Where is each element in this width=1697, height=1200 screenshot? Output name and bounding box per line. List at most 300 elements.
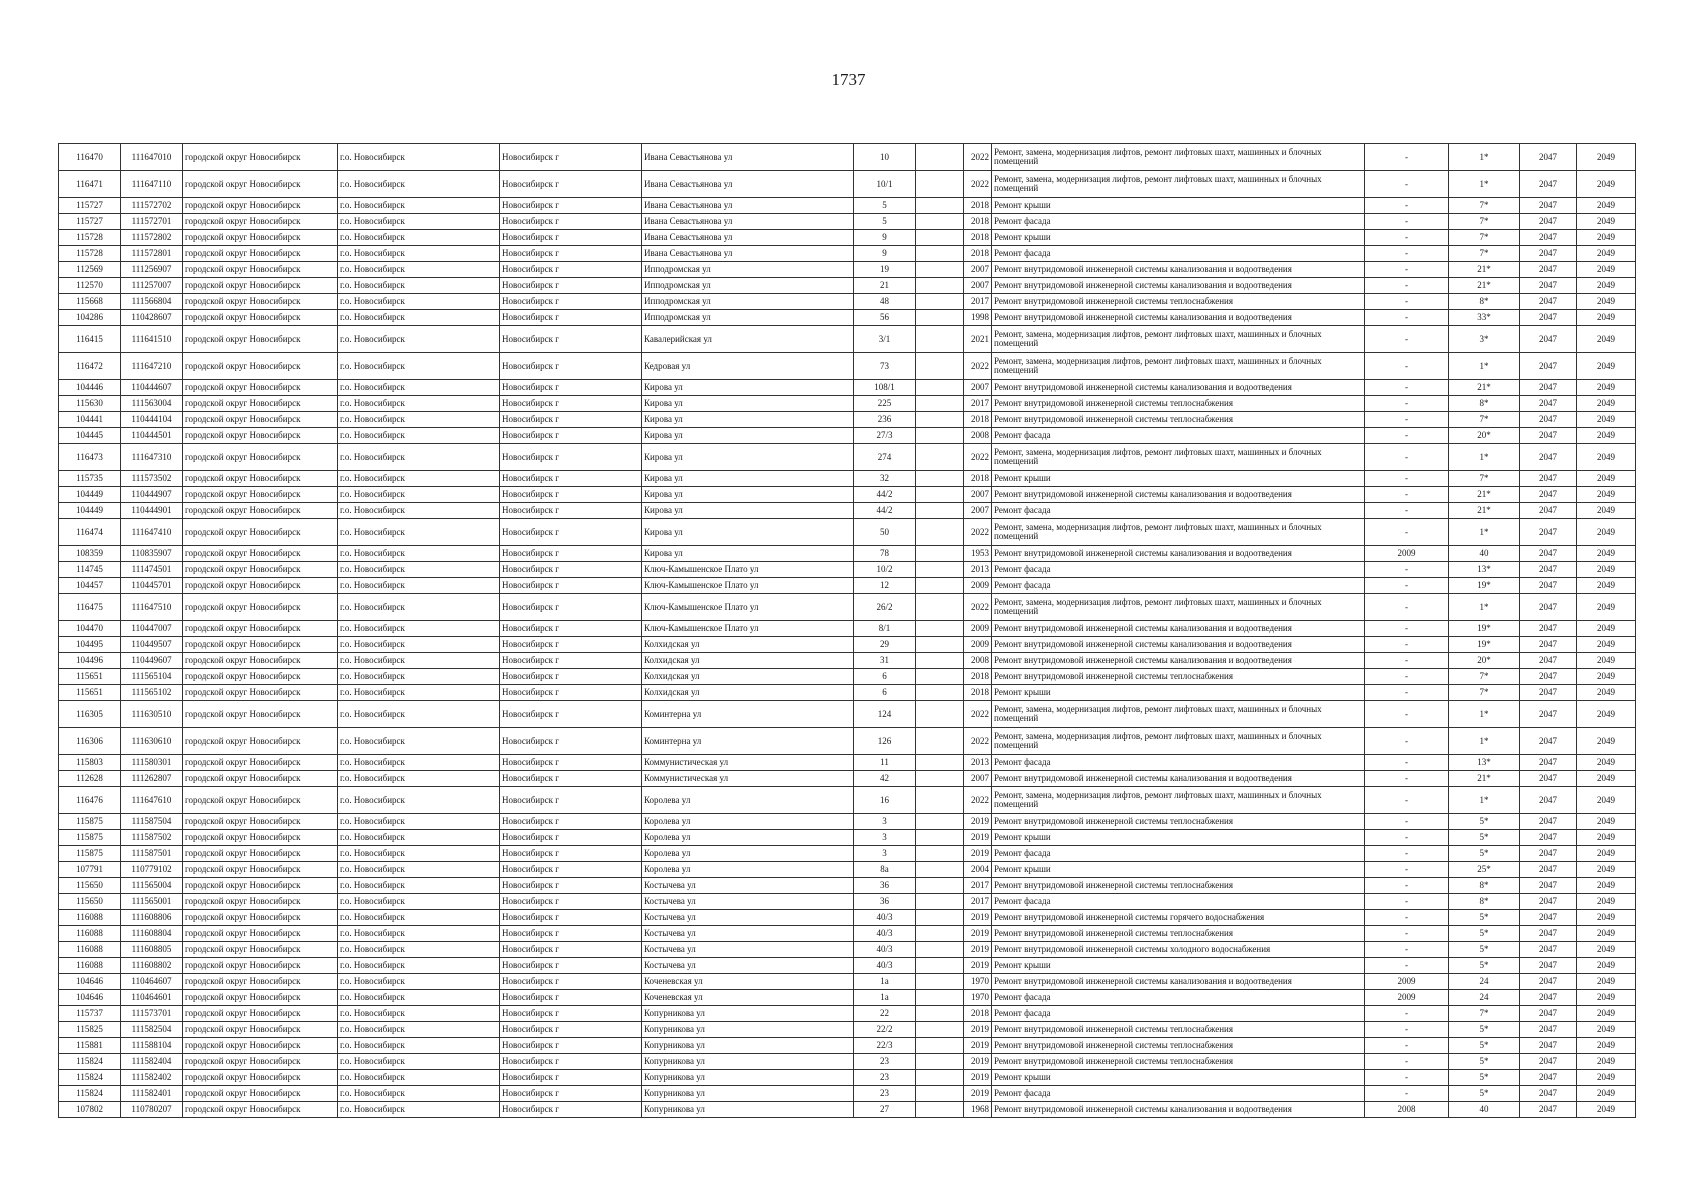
table-row	[59, 310, 1636, 326]
settlement-cell: Новосибирск г	[500, 1038, 642, 1054]
street-cell: Ивана Севастьянова ул	[642, 214, 854, 230]
plan-start-year-cell: 2047	[1520, 412, 1577, 428]
year-cell: 2018	[964, 1006, 992, 1022]
last-repair-year-cell: -	[1365, 942, 1449, 958]
plan-end-year-cell: 2049	[1577, 471, 1636, 487]
object-code-cell: 111573701	[121, 1006, 183, 1022]
last-repair-year-cell: -	[1365, 685, 1449, 701]
street-cell: Кирова ул	[642, 546, 854, 562]
year-cell: 2009	[964, 637, 992, 653]
year-cell: 2017	[964, 294, 992, 310]
municipal-district-cell: городской округ Новосибирск	[183, 562, 338, 578]
table-row	[59, 755, 1636, 771]
work-type-cell: Ремонт внутридомовой инженерной системы канализования и водоотведения	[992, 310, 1365, 326]
settlement-cell: Новосибирск г	[500, 546, 642, 562]
object-code-cell: 111647410	[121, 519, 183, 546]
plan-end-year-cell: 2049	[1577, 728, 1636, 755]
municipality-cell: г.о. Новосибирск	[338, 701, 500, 728]
work-type-cell: Ремонт внутридомовой инженерной системы теплоснабжения	[992, 926, 1365, 942]
blank-cell	[916, 326, 964, 353]
year-cell: 2007	[964, 380, 992, 396]
year-cell: 2018	[964, 669, 992, 685]
municipality-cell: г.о. Новосибирск	[338, 894, 500, 910]
last-repair-year-cell: -	[1365, 958, 1449, 974]
street-cell: Коминтерна ул	[642, 728, 854, 755]
settlement-cell: Новосибирск г	[500, 728, 642, 755]
last-repair-year-cell: -	[1365, 728, 1449, 755]
object-code-cell: 111582402	[121, 1070, 183, 1086]
municipality-cell: г.о. Новосибирск	[338, 246, 500, 262]
blank-cell	[916, 1070, 964, 1086]
table-row	[59, 144, 1636, 171]
year-cell: 2007	[964, 487, 992, 503]
plan-end-year-cell: 2049	[1577, 862, 1636, 878]
table-row	[59, 171, 1636, 198]
municipality-cell: г.о. Новосибирск	[338, 396, 500, 412]
object-code-cell: 110444607	[121, 380, 183, 396]
settlement-cell: Новосибирск г	[500, 653, 642, 669]
last-repair-year-cell: -	[1365, 701, 1449, 728]
house-id-cell: 115824	[59, 1070, 121, 1086]
table-row	[59, 444, 1636, 471]
object-code-cell: 111587501	[121, 846, 183, 862]
municipal-district-cell: городской округ Новосибирск	[183, 942, 338, 958]
interval-cell: 1*	[1449, 144, 1520, 171]
table-row	[59, 830, 1636, 846]
table-row	[59, 728, 1636, 755]
blank-cell	[916, 653, 964, 669]
settlement-cell: Новосибирск г	[500, 910, 642, 926]
table-row	[59, 230, 1636, 246]
plan-start-year-cell: 2047	[1520, 230, 1577, 246]
interval-cell: 7*	[1449, 230, 1520, 246]
municipality-cell: г.о. Новосибирск	[338, 444, 500, 471]
work-type-cell: Ремонт фасада	[992, 428, 1365, 444]
last-repair-year-cell: -	[1365, 471, 1449, 487]
street-cell: Ивана Севастьянова ул	[642, 246, 854, 262]
year-cell: 2007	[964, 278, 992, 294]
work-type-cell: Ремонт внутридомовой инженерной системы теплоснабжения	[992, 1054, 1365, 1070]
table-row	[59, 353, 1636, 380]
settlement-cell: Новосибирск г	[500, 1022, 642, 1038]
house-id-cell: 115803	[59, 755, 121, 771]
year-cell: 2022	[964, 594, 992, 621]
blank-cell	[916, 578, 964, 594]
repair-registry-table	[58, 143, 1636, 1118]
municipal-district-cell: городской округ Новосибирск	[183, 1086, 338, 1102]
house-number-cell: 8/1	[854, 621, 916, 637]
year-cell: 2007	[964, 262, 992, 278]
settlement-cell: Новосибирск г	[500, 214, 642, 230]
municipal-district-cell: городской округ Новосибирск	[183, 144, 338, 171]
house-number-cell: 3	[854, 830, 916, 846]
work-type-cell: Ремонт крыши	[992, 471, 1365, 487]
house-id-cell: 104449	[59, 503, 121, 519]
blank-cell	[916, 701, 964, 728]
blank-cell	[916, 846, 964, 862]
object-code-cell: 110447007	[121, 621, 183, 637]
street-cell: Копурникова ул	[642, 1038, 854, 1054]
plan-end-year-cell: 2049	[1577, 958, 1636, 974]
blank-cell	[916, 246, 964, 262]
blank-cell	[916, 942, 964, 958]
house-id-cell: 115650	[59, 878, 121, 894]
year-cell: 2022	[964, 144, 992, 171]
municipal-district-cell: городской округ Новосибирск	[183, 621, 338, 637]
plan-end-year-cell: 2049	[1577, 444, 1636, 471]
work-type-cell: Ремонт внутридомовой инженерной системы канализования и водоотведения	[992, 380, 1365, 396]
object-code-cell: 111608806	[121, 910, 183, 926]
work-type-cell: Ремонт, замена, модернизация лифтов, ремонт лифтовых шахт, машинных и блочных помещений	[992, 594, 1365, 621]
object-code-cell: 111582504	[121, 1022, 183, 1038]
settlement-cell: Новосибирск г	[500, 894, 642, 910]
house-id-cell: 116306	[59, 728, 121, 755]
object-code-cell: 111256907	[121, 262, 183, 278]
house-number-cell: 27/3	[854, 428, 916, 444]
interval-cell: 5*	[1449, 1086, 1520, 1102]
plan-start-year-cell: 2047	[1520, 974, 1577, 990]
municipality-cell: г.о. Новосибирск	[338, 1022, 500, 1038]
municipal-district-cell: городской округ Новосибирск	[183, 594, 338, 621]
blank-cell	[916, 771, 964, 787]
blank-cell	[916, 755, 964, 771]
house-number-cell: 124	[854, 701, 916, 728]
plan-end-year-cell: 2049	[1577, 144, 1636, 171]
street-cell: Кирова ул	[642, 503, 854, 519]
table-row	[59, 578, 1636, 594]
municipality-cell: г.о. Новосибирск	[338, 503, 500, 519]
municipality-cell: г.о. Новосибирск	[338, 878, 500, 894]
object-code-cell: 111572701	[121, 214, 183, 230]
plan-start-year-cell: 2047	[1520, 728, 1577, 755]
municipality-cell: г.о. Новосибирск	[338, 814, 500, 830]
work-type-cell: Ремонт фасада	[992, 246, 1365, 262]
object-code-cell: 111647310	[121, 444, 183, 471]
house-id-cell: 114745	[59, 562, 121, 578]
blank-cell	[916, 1086, 964, 1102]
plan-end-year-cell: 2049	[1577, 1086, 1636, 1102]
table-row	[59, 1102, 1636, 1118]
blank-cell	[916, 294, 964, 310]
house-id-cell: 104441	[59, 412, 121, 428]
year-cell: 2019	[964, 830, 992, 846]
plan-end-year-cell: 2049	[1577, 894, 1636, 910]
last-repair-year-cell: -	[1365, 653, 1449, 669]
object-code-cell: 111572702	[121, 198, 183, 214]
table-row	[59, 701, 1636, 728]
settlement-cell: Новосибирск г	[500, 862, 642, 878]
municipal-district-cell: городской округ Новосибирск	[183, 846, 338, 862]
year-cell: 1968	[964, 1102, 992, 1118]
plan-start-year-cell: 2047	[1520, 910, 1577, 926]
municipal-district-cell: городской округ Новосибирск	[183, 230, 338, 246]
house-number-cell: 26/2	[854, 594, 916, 621]
settlement-cell: Новосибирск г	[500, 669, 642, 685]
last-repair-year-cell: 2009	[1365, 990, 1449, 1006]
object-code-cell: 111647210	[121, 353, 183, 380]
settlement-cell: Новосибирск г	[500, 412, 642, 428]
interval-cell: 13*	[1449, 562, 1520, 578]
plan-start-year-cell: 2047	[1520, 428, 1577, 444]
municipality-cell: г.о. Новосибирск	[338, 353, 500, 380]
house-number-cell: 22/3	[854, 1038, 916, 1054]
house-id-cell: 115875	[59, 814, 121, 830]
plan-start-year-cell: 2047	[1520, 1006, 1577, 1022]
year-cell: 2008	[964, 428, 992, 444]
house-number-cell: 23	[854, 1070, 916, 1086]
municipality-cell: г.о. Новосибирск	[338, 471, 500, 487]
plan-start-year-cell: 2047	[1520, 701, 1577, 728]
house-id-cell: 115875	[59, 846, 121, 862]
street-cell: Ивана Севастьянова ул	[642, 198, 854, 214]
last-repair-year-cell: -	[1365, 294, 1449, 310]
table-row	[59, 846, 1636, 862]
year-cell: 2008	[964, 653, 992, 669]
plan-start-year-cell: 2047	[1520, 1070, 1577, 1086]
plan-end-year-cell: 2049	[1577, 621, 1636, 637]
street-cell: Коминтерна ул	[642, 701, 854, 728]
municipal-district-cell: городской округ Новосибирск	[183, 278, 338, 294]
municipality-cell: г.о. Новосибирск	[338, 755, 500, 771]
municipality-cell: г.о. Новосибирск	[338, 787, 500, 814]
last-repair-year-cell: -	[1365, 230, 1449, 246]
municipal-district-cell: городской округ Новосибирск	[183, 294, 338, 310]
house-id-cell: 104470	[59, 621, 121, 637]
plan-end-year-cell: 2049	[1577, 230, 1636, 246]
year-cell: 2009	[964, 578, 992, 594]
plan-end-year-cell: 2049	[1577, 353, 1636, 380]
municipal-district-cell: городской округ Новосибирск	[183, 546, 338, 562]
house-number-cell: 11	[854, 755, 916, 771]
year-cell: 2019	[964, 926, 992, 942]
table-row	[59, 1006, 1636, 1022]
blank-cell	[916, 412, 964, 428]
interval-cell: 19*	[1449, 637, 1520, 653]
house-id-cell: 115728	[59, 230, 121, 246]
plan-end-year-cell: 2049	[1577, 326, 1636, 353]
table-row	[59, 198, 1636, 214]
work-type-cell: Ремонт крыши	[992, 230, 1365, 246]
house-id-cell: 115881	[59, 1038, 121, 1054]
plan-end-year-cell: 2049	[1577, 701, 1636, 728]
street-cell: Кирова ул	[642, 519, 854, 546]
last-repair-year-cell: -	[1365, 621, 1449, 637]
interval-cell: 3*	[1449, 326, 1520, 353]
house-number-cell: 27	[854, 1102, 916, 1118]
plan-start-year-cell: 2047	[1520, 637, 1577, 653]
plan-end-year-cell: 2049	[1577, 428, 1636, 444]
object-code-cell: 110779102	[121, 862, 183, 878]
municipal-district-cell: городской округ Новосибирск	[183, 471, 338, 487]
street-cell: Костычева ул	[642, 910, 854, 926]
plan-end-year-cell: 2049	[1577, 1070, 1636, 1086]
house-number-cell: 108/1	[854, 380, 916, 396]
interval-cell: 19*	[1449, 621, 1520, 637]
plan-end-year-cell: 2049	[1577, 942, 1636, 958]
house-number-cell: 40/3	[854, 942, 916, 958]
municipality-cell: г.о. Новосибирск	[338, 728, 500, 755]
work-type-cell: Ремонт крыши	[992, 198, 1365, 214]
blank-cell	[916, 787, 964, 814]
street-cell: Кавалерийская ул	[642, 326, 854, 353]
house-id-cell: 104495	[59, 637, 121, 653]
work-type-cell: Ремонт внутридомовой инженерной системы теплоснабжения	[992, 1022, 1365, 1038]
plan-end-year-cell: 2049	[1577, 878, 1636, 894]
interval-cell: 1*	[1449, 519, 1520, 546]
interval-cell: 8*	[1449, 396, 1520, 412]
house-id-cell: 115735	[59, 471, 121, 487]
last-repair-year-cell: -	[1365, 1086, 1449, 1102]
work-type-cell: Ремонт фасада	[992, 1086, 1365, 1102]
interval-cell: 24	[1449, 974, 1520, 990]
plan-end-year-cell: 2049	[1577, 755, 1636, 771]
interval-cell: 1*	[1449, 444, 1520, 471]
settlement-cell: Новосибирск г	[500, 396, 642, 412]
plan-end-year-cell: 2049	[1577, 910, 1636, 926]
house-id-cell: 115728	[59, 246, 121, 262]
blank-cell	[916, 1054, 964, 1070]
settlement-cell: Новосибирск г	[500, 846, 642, 862]
year-cell: 2018	[964, 246, 992, 262]
blank-cell	[916, 353, 964, 380]
municipality-cell: г.о. Новосибирск	[338, 171, 500, 198]
table-row	[59, 1086, 1636, 1102]
blank-cell	[916, 728, 964, 755]
work-type-cell: Ремонт, замена, модернизация лифтов, ремонт лифтовых шахт, машинных и блочных помещений	[992, 701, 1365, 728]
settlement-cell: Новосибирск г	[500, 380, 642, 396]
last-repair-year-cell: -	[1365, 1038, 1449, 1054]
municipal-district-cell: городской округ Новосибирск	[183, 878, 338, 894]
work-type-cell: Ремонт, замена, модернизация лифтов, ремонт лифтовых шахт, машинных и блочных помещений	[992, 787, 1365, 814]
municipal-district-cell: городской округ Новосибирск	[183, 958, 338, 974]
house-number-cell: 22/2	[854, 1022, 916, 1038]
house-id-cell: 104646	[59, 974, 121, 990]
house-number-cell: 19	[854, 262, 916, 278]
settlement-cell: Новосибирск г	[500, 685, 642, 701]
last-repair-year-cell: -	[1365, 846, 1449, 862]
plan-start-year-cell: 2047	[1520, 214, 1577, 230]
municipal-district-cell: городской округ Новосибирск	[183, 1022, 338, 1038]
house-id-cell: 116476	[59, 787, 121, 814]
street-cell: Кирова ул	[642, 396, 854, 412]
work-type-cell: Ремонт, замена, модернизация лифтов, ремонт лифтовых шахт, машинных и блочных помещений	[992, 444, 1365, 471]
work-type-cell: Ремонт внутридомовой инженерной системы канализования и водоотведения	[992, 621, 1365, 637]
plan-end-year-cell: 2049	[1577, 310, 1636, 326]
table-row	[59, 894, 1636, 910]
blank-cell	[916, 171, 964, 198]
last-repair-year-cell: -	[1365, 787, 1449, 814]
municipality-cell: г.о. Новосибирск	[338, 1102, 500, 1118]
year-cell: 2021	[964, 326, 992, 353]
plan-start-year-cell: 2047	[1520, 519, 1577, 546]
street-cell: Кирова ул	[642, 380, 854, 396]
municipality-cell: г.о. Новосибирск	[338, 144, 500, 171]
settlement-cell: Новосибирск г	[500, 621, 642, 637]
work-type-cell: Ремонт, замена, модернизация лифтов, ремонт лифтовых шахт, машинных и блочных помещений	[992, 171, 1365, 198]
street-cell: Кирова ул	[642, 487, 854, 503]
year-cell: 2018	[964, 214, 992, 230]
work-type-cell: Ремонт, замена, модернизация лифтов, ремонт лифтовых шахт, машинных и блочных помещений	[992, 519, 1365, 546]
work-type-cell: Ремонт внутридомовой инженерной системы канализования и водоотведения	[992, 262, 1365, 278]
municipality-cell: г.о. Новосибирск	[338, 294, 500, 310]
street-cell: Ключ-Камышенское Плато ул	[642, 621, 854, 637]
settlement-cell: Новосибирск г	[500, 471, 642, 487]
street-cell: Ипподромская ул	[642, 310, 854, 326]
year-cell: 2022	[964, 171, 992, 198]
last-repair-year-cell: -	[1365, 669, 1449, 685]
blank-cell	[916, 1022, 964, 1038]
plan-end-year-cell: 2049	[1577, 246, 1636, 262]
municipality-cell: г.о. Новосибирск	[338, 653, 500, 669]
house-id-cell: 108359	[59, 546, 121, 562]
plan-start-year-cell: 2047	[1520, 787, 1577, 814]
street-cell: Ивана Севастьянова ул	[642, 230, 854, 246]
object-code-cell: 111262807	[121, 771, 183, 787]
settlement-cell: Новосибирск г	[500, 519, 642, 546]
plan-start-year-cell: 2047	[1520, 471, 1577, 487]
last-repair-year-cell: -	[1365, 503, 1449, 519]
interval-cell: 5*	[1449, 846, 1520, 862]
interval-cell: 7*	[1449, 471, 1520, 487]
house-number-cell: 10/2	[854, 562, 916, 578]
settlement-cell: Новосибирск г	[500, 444, 642, 471]
work-type-cell: Ремонт, замена, модернизация лифтов, ремонт лифтовых шахт, машинных и блочных помещений	[992, 326, 1365, 353]
street-cell: Копурникова ул	[642, 1086, 854, 1102]
house-id-cell: 115727	[59, 214, 121, 230]
blank-cell	[916, 637, 964, 653]
blank-cell	[916, 519, 964, 546]
blank-cell	[916, 594, 964, 621]
year-cell: 2019	[964, 1054, 992, 1070]
settlement-cell: Новосибирск г	[500, 990, 642, 1006]
interval-cell: 25*	[1449, 862, 1520, 878]
street-cell: Ключ-Камышенское Плато ул	[642, 578, 854, 594]
last-repair-year-cell: -	[1365, 278, 1449, 294]
object-code-cell: 110444104	[121, 412, 183, 428]
last-repair-year-cell: -	[1365, 380, 1449, 396]
plan-start-year-cell: 2047	[1520, 310, 1577, 326]
municipality-cell: г.о. Новосибирск	[338, 669, 500, 685]
work-type-cell: Ремонт внутридомовой инженерной системы теплоснабжения	[992, 878, 1365, 894]
settlement-cell: Новосибирск г	[500, 1086, 642, 1102]
house-id-cell: 115824	[59, 1086, 121, 1102]
year-cell: 2017	[964, 878, 992, 894]
house-number-cell: 3	[854, 846, 916, 862]
table-row	[59, 487, 1636, 503]
work-type-cell: Ремонт фасада	[992, 562, 1365, 578]
plan-end-year-cell: 2049	[1577, 562, 1636, 578]
street-cell: Коммунистическая ул	[642, 771, 854, 787]
municipality-cell: г.о. Новосибирск	[338, 862, 500, 878]
object-code-cell: 111608804	[121, 926, 183, 942]
municipality-cell: г.о. Новосибирск	[338, 578, 500, 594]
settlement-cell: Новосибирск г	[500, 771, 642, 787]
table-row	[59, 471, 1636, 487]
settlement-cell: Новосибирск г	[500, 310, 642, 326]
year-cell: 2017	[964, 894, 992, 910]
plan-start-year-cell: 2047	[1520, 262, 1577, 278]
municipal-district-cell: городской округ Новосибирск	[183, 894, 338, 910]
year-cell: 2019	[964, 942, 992, 958]
street-cell: Костычева ул	[642, 926, 854, 942]
table-row	[59, 214, 1636, 230]
last-repair-year-cell: -	[1365, 412, 1449, 428]
last-repair-year-cell: -	[1365, 910, 1449, 926]
table-row	[59, 621, 1636, 637]
house-id-cell: 115825	[59, 1022, 121, 1038]
plan-start-year-cell: 2047	[1520, 862, 1577, 878]
interval-cell: 8*	[1449, 294, 1520, 310]
